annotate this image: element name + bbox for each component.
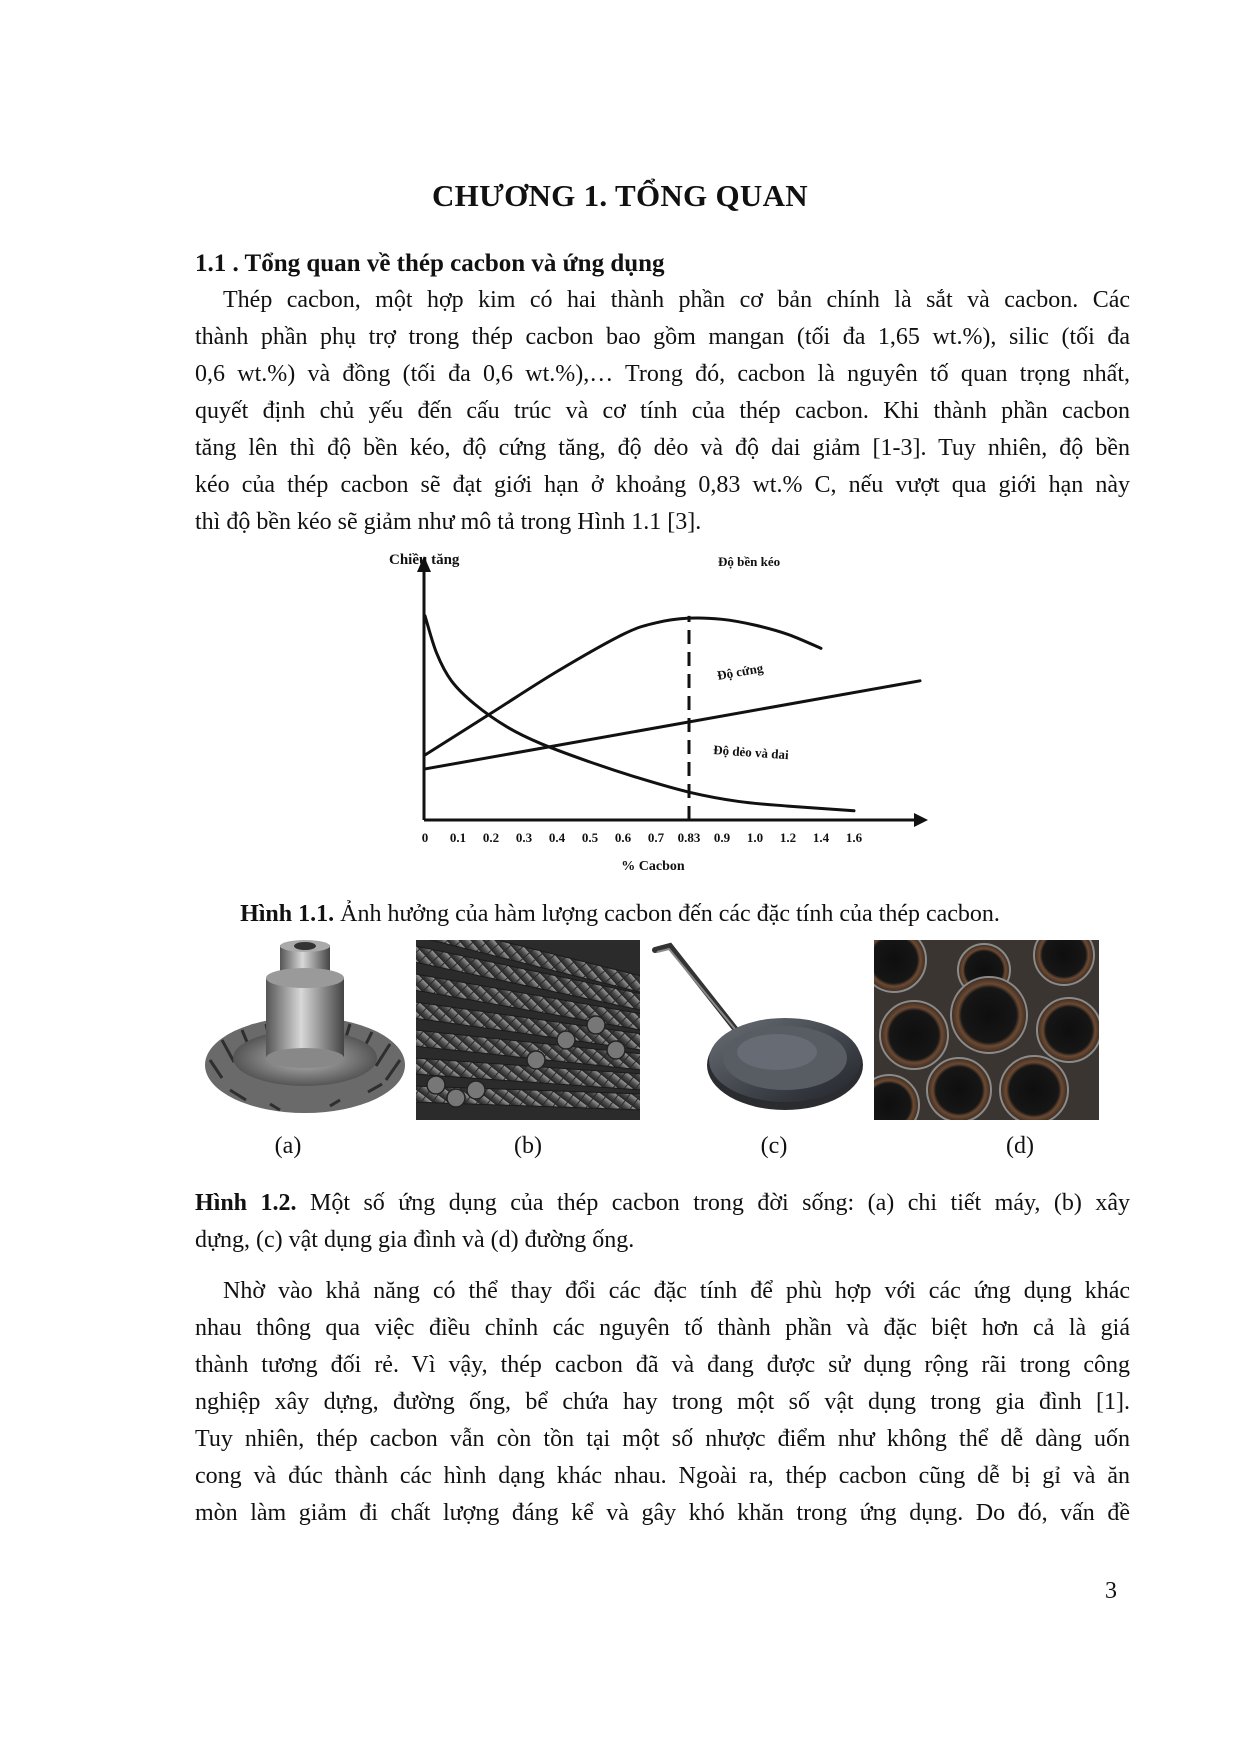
x-tick-label: 0.9 (713, 830, 731, 845)
x-tick-label: 0.1 (449, 830, 467, 845)
gear-photo (200, 940, 410, 1120)
x-tick-label: 1.6 (845, 830, 863, 845)
paragraph-1 (195, 282, 1130, 541)
figure-2-caption-label: Hình 1.2. (195, 1190, 297, 1216)
x-tick-label: 1.4 (812, 830, 830, 845)
figure-2-caption-line: dựng, (c) vật dụng gia đình và (d) đường ống. (195, 1227, 635, 1253)
figure-1-caption-text: Ảnh hưởng của hàm lượng cacbon đến các đặc tính của thép cacbon. (334, 901, 1000, 927)
section-heading: 1.1 . Tổng quan về thép cacbon và ứng dụng (195, 250, 665, 277)
figure-2-label-b: (b) (514, 1133, 542, 1159)
x-tick-label: 0 (421, 830, 429, 845)
x-axis-label: % Cacbon (621, 859, 685, 874)
figure-2-label-c: (c) (760, 1133, 788, 1159)
paragraph-line: nhau thông qua việc điều chỉnh các nguyên tố thành phần và đặc biệt hơn cả là giá (195, 1315, 1130, 1341)
series-line-2 (425, 681, 920, 769)
paragraph-line: Nhờ vào khả năng có thể thay đổi các đặc tính để phù hợp với các ứng dụng khác (223, 1278, 1130, 1304)
x-tick-label: 1.0 (746, 830, 764, 845)
paragraph-line: thành tương đối rẻ. Vì vậy, thép cacbon đã và đang được sử dụng rộng rãi trong công (195, 1352, 1130, 1378)
figure-2-caption-text: Một số ứng dụng của thép cacbon trong đời sống: (a) chi tiết máy, (b) xây (296, 1190, 1131, 1216)
paragraph-line: tăng lên thì độ bền kéo, độ cứng tăng, độ dẻo và độ dai giảm [1-3]. Tuy nhiên, độ bền (195, 435, 1130, 461)
paragraph-2 (195, 1273, 1130, 1532)
x-tick-label: 0.7 (647, 830, 665, 845)
x-tick-label: 0.83 (677, 830, 701, 845)
x-tick-label: 0.3 (515, 830, 533, 845)
x-tick-label: 1.2 (779, 830, 797, 845)
x-tick-label: 0.5 (581, 830, 599, 845)
carbon-properties-chart (383, 548, 935, 878)
figure-1-caption-label: Hình 1.1. (240, 901, 335, 927)
paragraph-line: cong và đúc thành các hình dạng khác nhau. Ngoài ra, thép cacbon cũng dễ bị gỉ và ăn (195, 1463, 1130, 1489)
paragraph-line: kéo của thép cacbon sẽ đạt giới hạn ở khoảng 0,83 wt.% C, nếu vượt qua giới hạn này (195, 472, 1130, 498)
figure-2-caption (195, 1185, 1130, 1259)
paragraph-line: thành phần phụ trợ trong thép cacbon bao gồm mangan (tối đa 1,65 wt.%), silic (tối đa (195, 324, 1130, 350)
y-axis-label: Chiều tăng (389, 552, 460, 568)
series-label-1: Độ bền kéo (718, 554, 781, 569)
figure-1-caption (0, 901, 1240, 928)
paragraph-line: mòn làm giảm đi chất lượng đáng kể và gây khó khăn trong ứng dụng. Do đó, vấn đề (195, 1500, 1130, 1526)
x-axis-arrow (914, 813, 928, 827)
paragraph-line: Tuy nhiên, thép cacbon vẫn còn tồn tại một số nhược điểm như không thể dễ dàng uốn (195, 1426, 1130, 1452)
paragraph-line: quyết định chủ yếu đến cấu trúc và cơ tính của thép cacbon. Khi thành phần cacbon (195, 398, 1130, 424)
paragraph-line: thì độ bền kéo sẽ giảm như mô tả trong Hình 1.1 [3]. (195, 509, 702, 535)
figure-2-label-d: (d) (1006, 1133, 1034, 1159)
frying-pan-photo (645, 940, 867, 1120)
series-label-2: Độ cứng (715, 660, 765, 683)
x-tick-label: 0.2 (482, 830, 500, 845)
figure-2-caption-line (195, 1185, 1130, 1222)
figure-2-label-a: (a) (274, 1133, 302, 1159)
paragraph-line: Thép cacbon, một hợp kim có hai thành phần cơ bản chính là sắt và cacbon. Các (223, 287, 1130, 313)
page-number: 3 (1105, 1578, 1117, 1604)
paragraph-line: 0,6 wt.%) và đồng (tối đa 0,6 wt.%),… Trong đó, cacbon là nguyên tố quan trọng nhất, (195, 361, 1130, 387)
chapter-title: CHƯƠNG 1. TỔNG QUAN (432, 178, 808, 213)
paragraph-line: nghiệp xây dựng, đường ống, bể chứa hay trong một số vật dụng trong gia đình [1]. (195, 1389, 1130, 1415)
series-label-3: Độ dẻo và dai (712, 742, 790, 763)
x-tick-label: 0.6 (614, 830, 632, 845)
rebar-photo (416, 940, 640, 1120)
pipes-photo (874, 940, 1099, 1120)
x-tick-label: 0.4 (548, 830, 566, 845)
